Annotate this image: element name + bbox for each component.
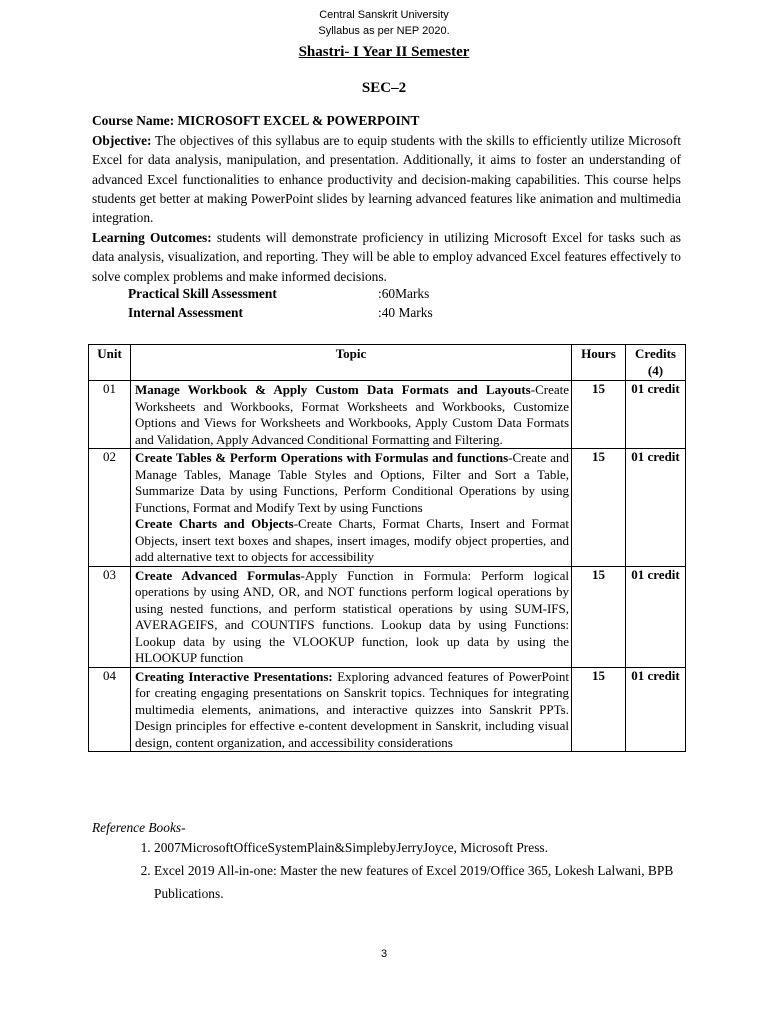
hours-cell: 15 xyxy=(572,667,626,752)
credits-cell: 01 credit xyxy=(626,381,686,449)
university-name: Central Sanskrit University xyxy=(319,9,449,21)
objective-paragraph xyxy=(92,131,681,227)
list-item: 2. Excel 2019 All-in-one: Master the new features of Excel 2019/Office 365, Lokesh Lalwani, BPB Publications. xyxy=(154,859,714,905)
credits-cell: 01 credit xyxy=(626,566,686,667)
topic-cell: Create Tables & Perform Operations with Formulas and functions-Create and Manage Tables, Manage Table Styles and Options, Filter and Sort a Table, Summarize Data by using Functions, Perform Conditional Operations by using Functions, Format and Modify Text by using Functions Create Charts and Objects-Create Charts, Format Charts, Insert and Format Objects, insert text boxes and shapes, insert images, modify object properties, and add alternative text to objects for accessibility xyxy=(131,449,572,567)
topic-cell: Create Advanced Formulas-Apply Function in Formula: Perform logical operations by using AND, OR, and NOT functions perform logical operations by using nested functions, and perform statistical operations by using SUM-IFS, AVERAGEIFS, and COUNTIFS functions. Lookup data by using Functions: Lookup data by using the VLOOKUP function, look up data by using the HLOOKUP function xyxy=(131,566,572,667)
page-number: 3 xyxy=(380,948,388,960)
reference-books-title: Reference Books- xyxy=(92,820,186,835)
hours-cell: 15 xyxy=(572,566,626,667)
objective-text: The objectives of this syllabus are to equip students with the skills to efficiently utilize Microsoft Excel for data analysis, manipulation, and presentation. Additionally, it aims to foster an understanding of advanced Excel functionalities to enhance productivity and decision-making capabilities. This course helps students get better at making PowerPoint slides by learning advanced features like animation and multimedia integration. xyxy=(92,133,681,226)
assessment-practical: Practical Skill Assessment :60Marks xyxy=(128,286,430,301)
outcomes-label: Learning Outcomes: xyxy=(92,230,212,245)
table-row xyxy=(89,449,686,567)
header-topic: Topic xyxy=(131,345,572,381)
table-row xyxy=(89,566,686,667)
list-item: 1. 2007MicrosoftOfficeSystemPlain&SimplebyJerryJoyce, Microsoft Press. xyxy=(154,836,714,859)
table-header-row xyxy=(89,345,686,381)
credits-cell: 01 credit xyxy=(626,449,686,567)
objective-label: Objective: xyxy=(92,133,152,148)
topic-cell: Manage Workbook & Apply Custom Data Formats and Layouts-Create Worksheets and Workbooks, Format Worksheets and Workbooks, Customize Options and Views for Worksheets and Workbooks, Apply Custom Data Formats and Validation, Apply Advanced Conditional Formatting and Filtering. xyxy=(131,381,572,449)
header-unit: Unit xyxy=(89,345,131,381)
table-row xyxy=(89,381,686,449)
unit-cell: 04 xyxy=(89,667,131,752)
syllabus-table xyxy=(88,344,686,752)
header-credits: Credits (4) xyxy=(626,345,686,381)
reference-list xyxy=(92,836,714,905)
credits-cell: 01 credit xyxy=(626,667,686,752)
syllabus-note: Syllabus as per NEP 2020. xyxy=(318,25,450,37)
assessment-internal: Internal Assessment :40 Marks xyxy=(128,305,433,320)
outcomes-paragraph xyxy=(92,228,681,286)
hours-cell: 15 xyxy=(572,381,626,449)
table-row xyxy=(89,667,686,752)
topic-cell: Creating Interactive Presentations: Exploring advanced features of PowerPoint for creating engaging presentations on Sanskrit topics. Techniques for integrating multimedia elements, animations, and interactive quizzes into Sanskrit PPTs. Design principles for effective e-content development in Sanskrit, including visual design, content organization, and accessibility considerations xyxy=(131,667,572,752)
sec-title: SEC–2 xyxy=(361,80,407,96)
outcomes-text: students will demonstrate proficiency in utilizing Microsoft Excel for tasks such as data analysis, visualization, and reporting. They will be able to employ advanced Excel features effectively to solve complex problems and make informed decisions. xyxy=(92,230,681,284)
hours-cell: 15 xyxy=(572,449,626,567)
unit-cell: 02 xyxy=(89,449,131,567)
course-name: Course Name: MICROSOFT EXCEL & POWERPOINT xyxy=(92,113,420,128)
semester-title: Shastri- I Year II Semester xyxy=(298,44,470,60)
unit-cell: 03 xyxy=(89,566,131,667)
header-hours: Hours xyxy=(572,345,626,381)
unit-cell: 01 xyxy=(89,381,131,449)
